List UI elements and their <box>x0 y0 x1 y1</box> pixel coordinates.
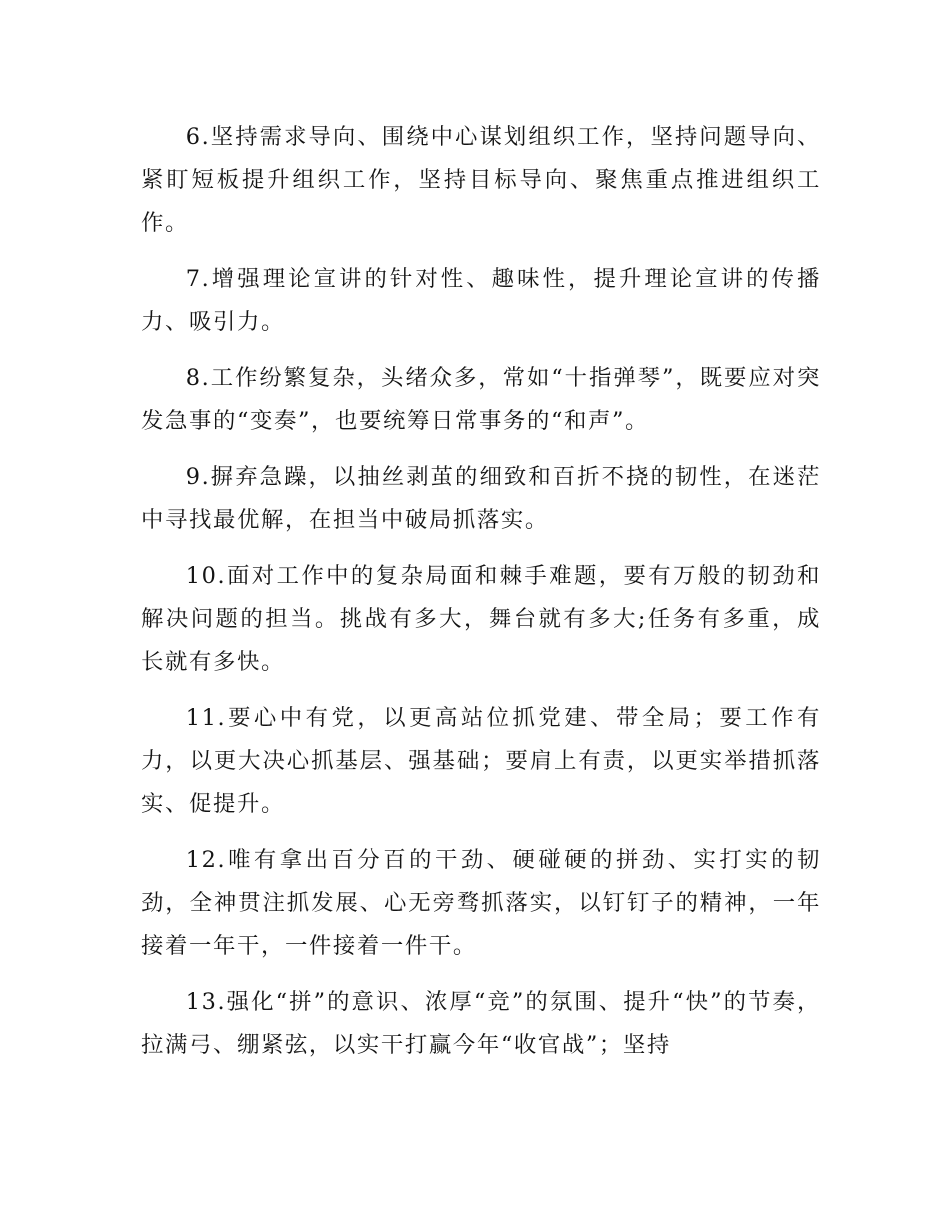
paragraph-11: 11.要心中有党，以更高站位抓党建、带全局；要工作有力，以更大决心抓基层、强基础；要肩上有责，以更实举措抓落实、促提升。 <box>141 705 821 817</box>
paragraph-13: 13.强化“拼”的意识、浓厚“竞”的氛围、提升“快”的节奏，拉满弓、绷紧弦，以实干打赢今年“收官战”；坚持 <box>141 989 821 1058</box>
paragraph-9: 9.摒弃急躁，以抽丝剥茧的细致和百折不挠的韧性，在迷茫中寻找最优解，在担当中破局抓落实。 <box>141 464 821 533</box>
paragraph-12: 12.唯有拿出百分百的干劲、硬碰硬的拼劲、实打实的韧劲，全神贯注抓发展、心无旁骛抓落实，以钉钉子的精神，一年接着一年干，一件接着一件干。 <box>141 847 821 959</box>
paragraph-6: 6.坚持需求导向、围绕中心谋划组织工作，坚持问题导向、紧盯短板提升组织工作，坚持目标导向、聚焦重点推进组织工作。 <box>141 124 821 236</box>
paragraph-10: 10.面对工作中的复杂局面和棘手难题，要有万般的韧劲和解决问题的担当。挑战有多大，舞台就有多大;任务有多重，成长就有多快。 <box>141 563 821 675</box>
paragraph-8: 8.工作纷繁复杂，头绪众多，常如“十指弹琴”，既要应对突发急事的“变奏”，也要统筹日常事务的“和声”。 <box>141 365 821 434</box>
paragraph-7: 7.增强理论宣讲的针对性、趣味性，提升理论宣讲的传播力、吸引力。 <box>141 266 821 335</box>
document-body <box>141 116 821 1080</box>
